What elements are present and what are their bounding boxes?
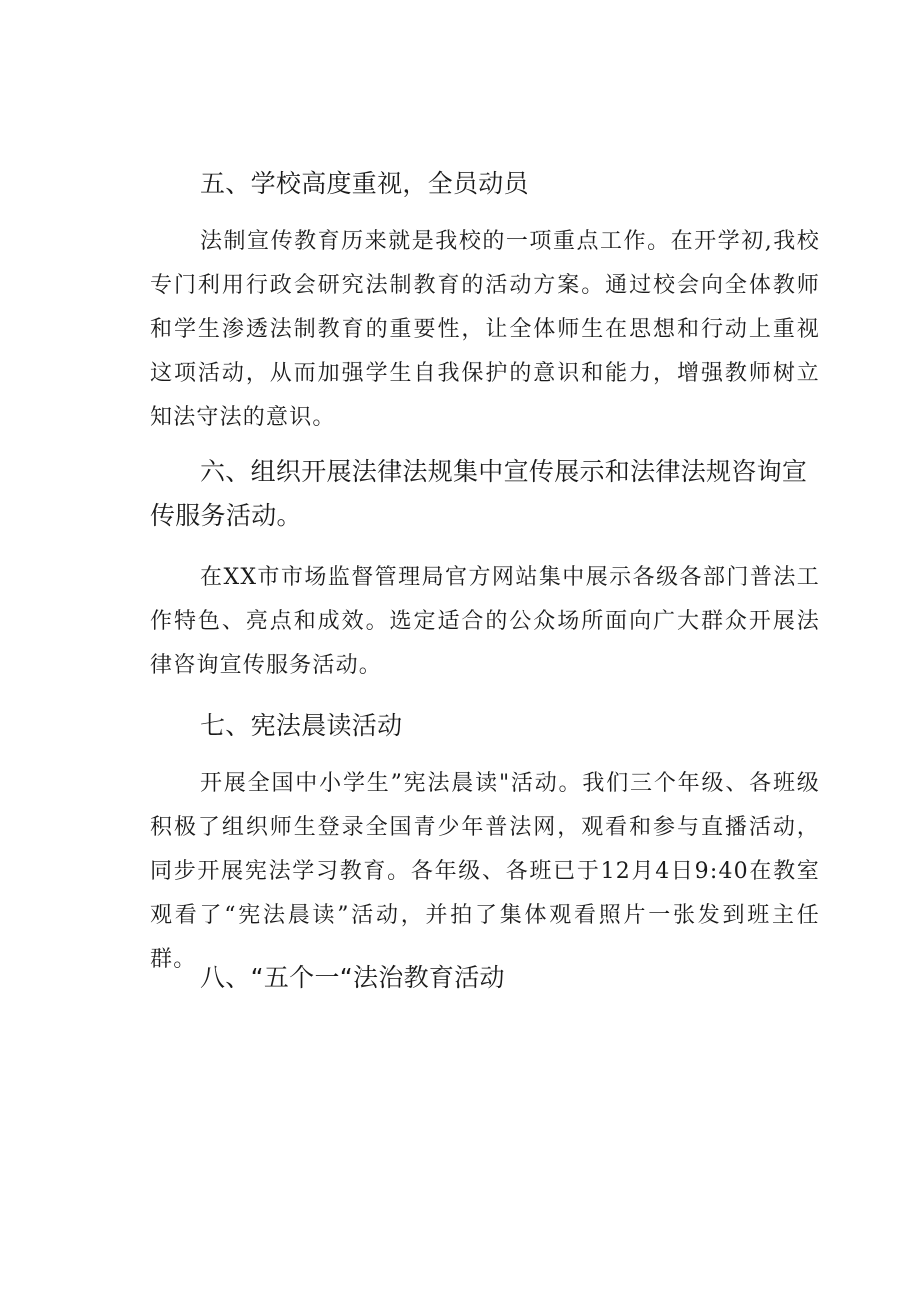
- section-6-heading: 六、组织开展法律法规集中宣传展示和法律法规咨询宣传服务活动。: [150, 457, 808, 530]
- section-6-body: 在XX市市场监督管理局官方网站集中展示各级各部门普法工作特色、亮点和成效。选定适合的公众场所面向广大群众开展法律咨询宣传服务活动。: [150, 565, 820, 678]
- section-7-heading: 七、宪法晨读活动: [200, 711, 403, 740]
- section-5-body: 法制宣传教育历来就是我校的一项重点工作。在开学初,我校专门利用行政会研究法制教育的活动方案。通过校会向全体教师和学生渗透法制教育的重要性，让全体师生在思想和行动上重视这项活动，从而加强学生自我保护的意识和能力，增强教师树立知法守法的意识。: [150, 229, 820, 430]
- section-8-heading: 八、“五个一“法治教育活动: [200, 963, 505, 992]
- section-5-heading: 五、学校高度重视，全员动员: [200, 169, 529, 198]
- section-7-body: 开展全国中小学生”宪法晨读"活动。我们三个年级、各班级积极了组织师生登录全国青少年普法网，观看和参与直播活动，同步开展宪法学习教育。各年级、各班已于12月4日9:40在教室观看了“宪法晨读”活动，并拍了集体观看照片一张发到班主任群。: [150, 771, 820, 972]
